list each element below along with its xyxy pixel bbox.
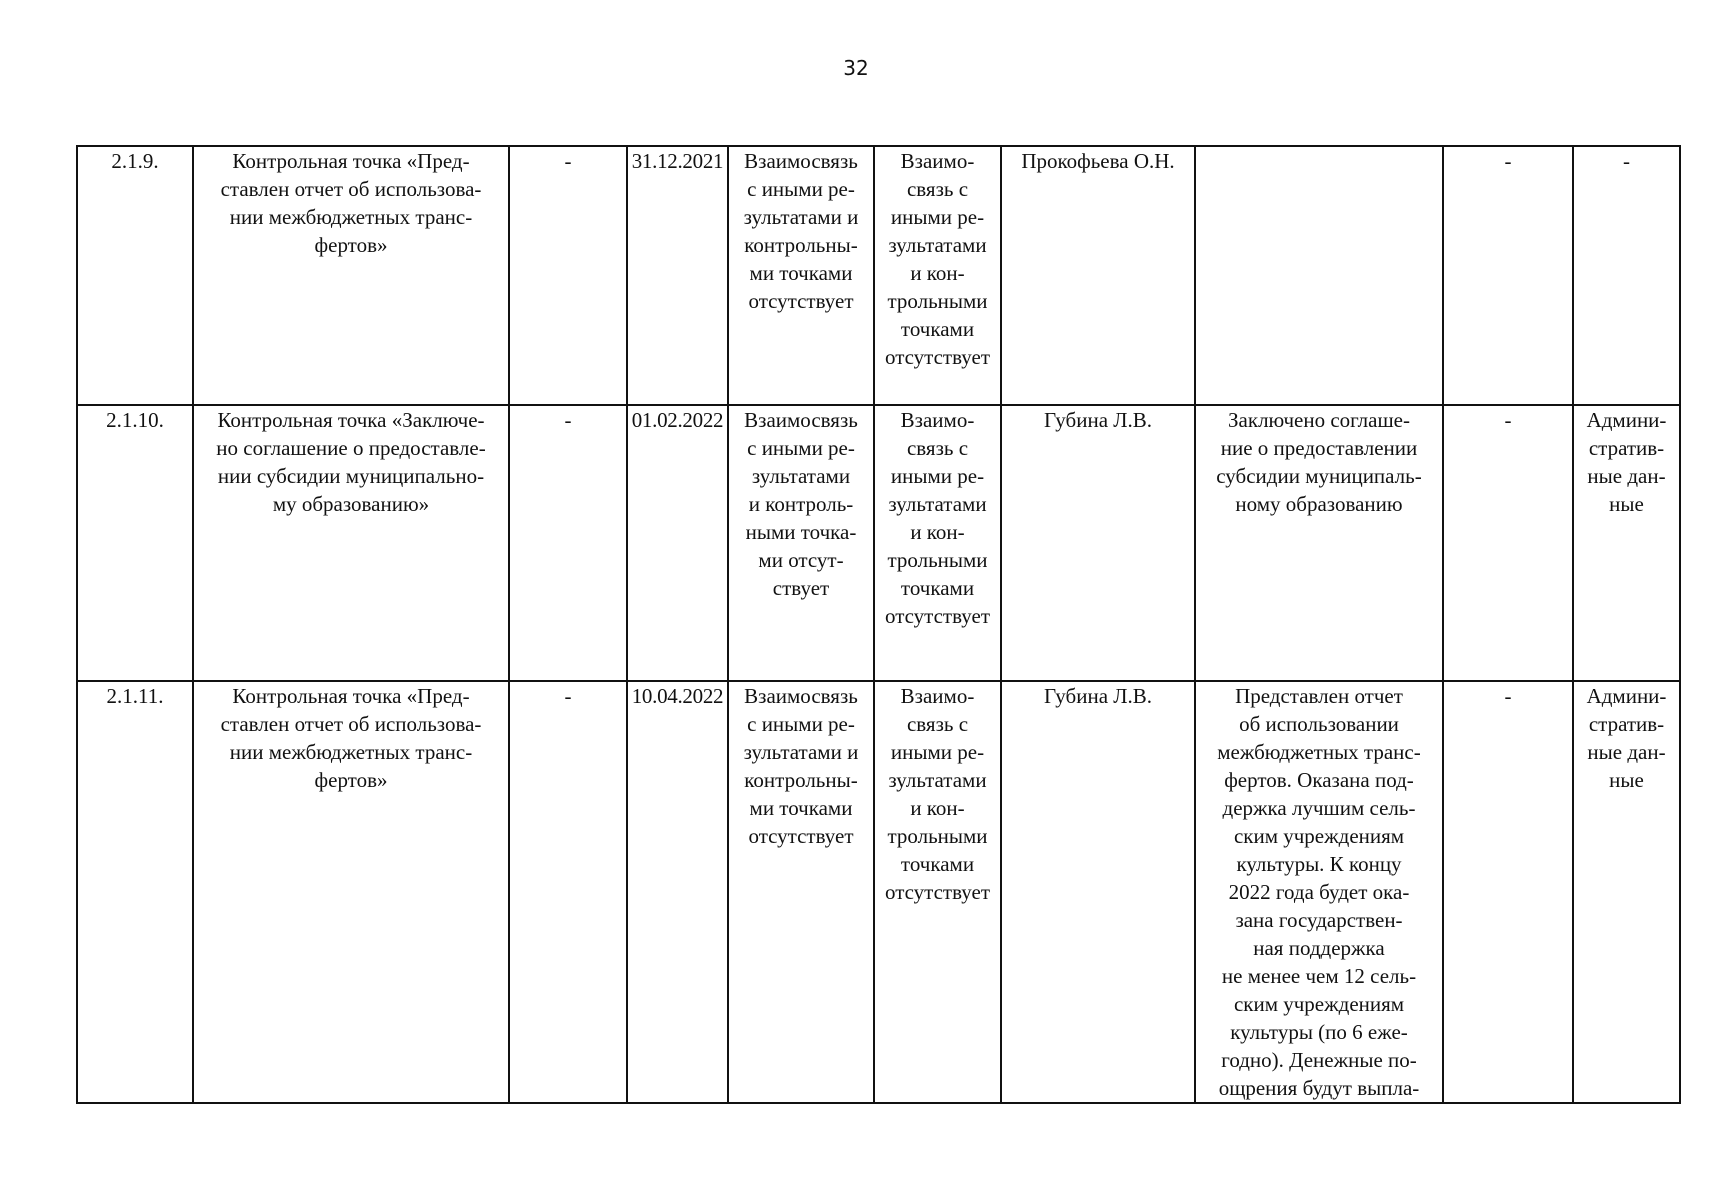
responsible-person: Прокофьева О.Н. xyxy=(1001,146,1195,405)
result-description: Заключено соглаше- ние о предоставлении субсидии муниципаль- ному образованию xyxy=(1195,405,1443,681)
predecessor-link: Взаимосвязь с иными ре- зультатами и контроль- ными точка- ми отсут- ствует xyxy=(728,405,874,681)
info-source: Админи- стратив- ные дан- ные xyxy=(1573,681,1680,1103)
predecessor-link: Взаимосвязь с иными ре- зультатами и контрольны- ми точками отсутствует xyxy=(728,146,874,405)
row-number: 2.1.9. xyxy=(77,146,193,405)
control-point-name: Контрольная точка «Пред- ставлен отчет об использова- нии межбюджетных транс- фертов» xyxy=(193,681,509,1103)
base-value: - xyxy=(509,146,627,405)
control-points-table xyxy=(76,145,1681,1104)
responsible-person: Губина Л.В. xyxy=(1001,405,1195,681)
due-date: 01.02.2022 xyxy=(627,405,728,681)
row-number: 2.1.10. xyxy=(77,405,193,681)
successor-link: Взаимо- связь с иными ре- зультатами и кон- трольными точками отсутствует xyxy=(874,681,1001,1103)
predecessor-link: Взаимосвязь с иными ре- зультатами и контрольны- ми точками отсутствует xyxy=(728,681,874,1103)
page-number: 32 xyxy=(843,56,869,80)
result-description: Представлен отчет об использовании межбюджетных транс- фертов. Оказана под- держка лучшим сель- ским учреждениям культуры. К концу 2022 года будет ока- зана государствен- ная поддержка не менее чем 12 сель- ским учреждениям культуры (по 6 еже- годно). Денежные по- ощрения будут выпла- xyxy=(1195,681,1443,1103)
control-point-name: Контрольная точка «Пред- ставлен отчет об использова- нии межбюджетных транс- фертов» xyxy=(193,146,509,405)
successor-link: Взаимо- связь с иными ре- зультатами и кон- трольными точками отсутствует xyxy=(874,405,1001,681)
successor-link: Взаимо- связь с иными ре- зультатами и кон- трольными точками отсутствует xyxy=(874,146,1001,405)
info-source: Админи- стратив- ные дан- ные xyxy=(1573,405,1680,681)
table-row xyxy=(77,146,1680,405)
base-value: - xyxy=(509,405,627,681)
col-9-value: - xyxy=(1443,405,1573,681)
col-9-value: - xyxy=(1443,681,1573,1103)
control-point-name: Контрольная точка «Заключе- но соглашение о предоставле- нии субсидии муниципально- му образованию» xyxy=(193,405,509,681)
table-row xyxy=(77,405,1680,681)
row-number: 2.1.11. xyxy=(77,681,193,1103)
base-value: - xyxy=(509,681,627,1103)
due-date: 10.04.2022 xyxy=(627,681,728,1103)
due-date: 31.12.2021 xyxy=(627,146,728,405)
col-9-value: - xyxy=(1443,146,1573,405)
result-description xyxy=(1195,146,1443,405)
responsible-person: Губина Л.В. xyxy=(1001,681,1195,1103)
table-row xyxy=(77,681,1680,1103)
info-source: - xyxy=(1573,146,1680,405)
